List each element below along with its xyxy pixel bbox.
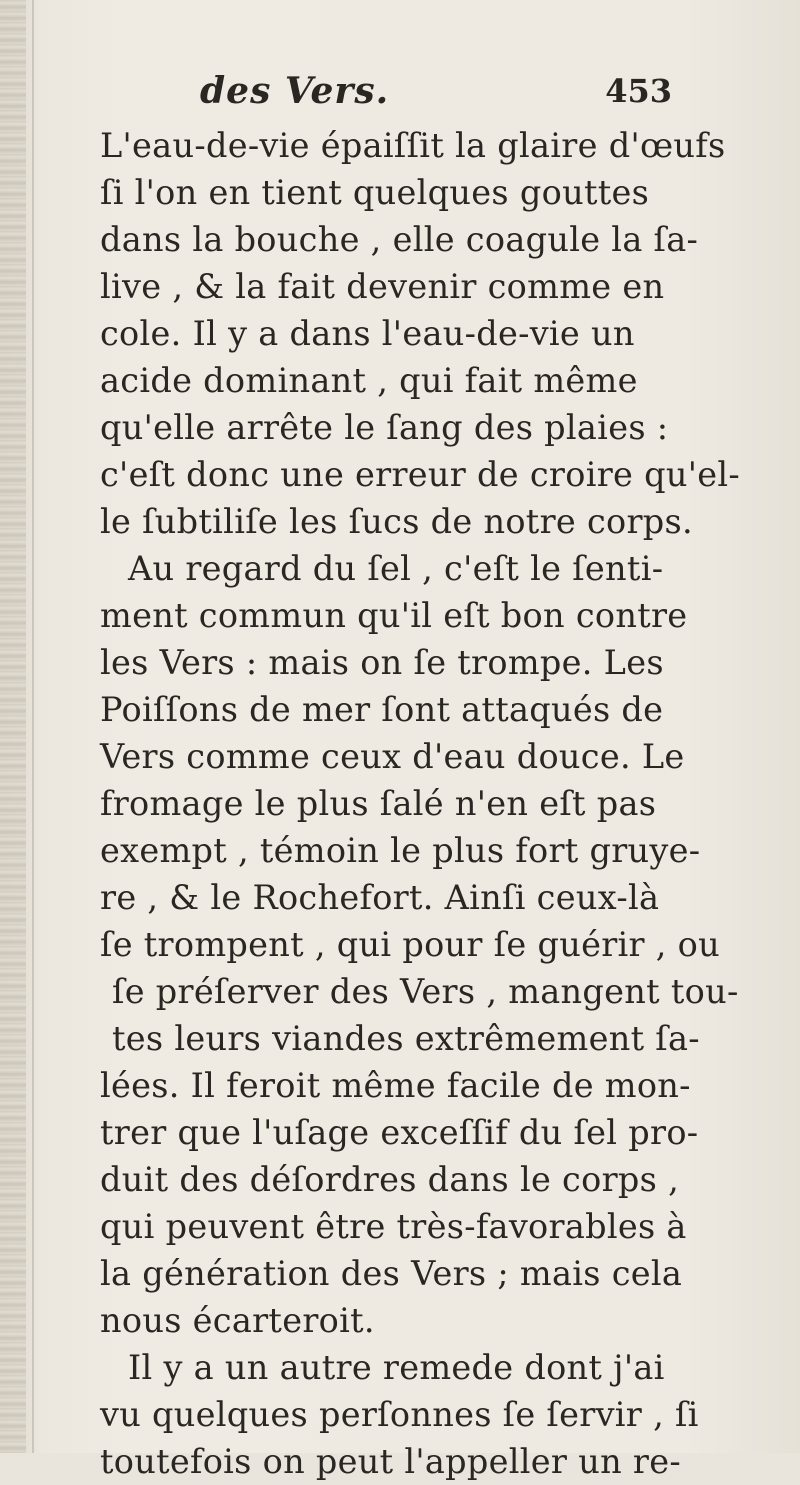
text-line: les Vers : mais on ſe trompe. Les [100, 643, 664, 682]
text-line: toutefois on peut l'appeller un re- [100, 1442, 681, 1481]
page-number: 453 [605, 72, 672, 110]
text-line: la génération des Vers ; mais cela [100, 1254, 683, 1293]
text-line: tes leurs viandes extrêmement ſa- [112, 1019, 700, 1058]
text-line: Vers comme ceux d'eau douce. Le [100, 737, 685, 776]
text-line: vu quelques perſonnes ſe ſervir , ſi [100, 1395, 699, 1434]
text-line: c'eſt donc une erreur de croire qu'el- [100, 455, 740, 494]
text-line: L'eau-de-vie épaiſſit la glaire d'œufs [100, 126, 726, 165]
text-line: le ſubtiliſe les ſucs de notre corps. [100, 502, 693, 541]
gutter-line [32, 0, 34, 1453]
text-line: duit des déſordres dans le corps , [100, 1160, 680, 1199]
text-line: cole. Il y a dans l'eau-de-vie un [100, 314, 635, 353]
text-block [100, 70, 740, 1485]
text-line: ſe préſerver des Vers , mangent tou- [112, 972, 739, 1011]
running-title: des Vers. [200, 70, 390, 112]
text-line: dans la bouche , elle coagule la ſa- [100, 220, 699, 259]
text-line: qu'elle arrête le ſang des plaies : [100, 408, 669, 447]
text-line: fromage le plus ſalé n'en eſt pas [100, 784, 657, 823]
text-line: Il y a un autre remede dont j'ai [128, 1348, 665, 1387]
text-line: ſi l'on en tient quelques gouttes [100, 173, 650, 212]
text-line: ment commun qu'il eſt bon contre [100, 596, 688, 635]
text-line: Au regard du ſel , c'eſt le ſenti- [128, 549, 664, 588]
text-line: Poiſſons de mer ſont attaqués de [100, 690, 664, 729]
text-line: lées. Il feroit même facile de mon- [100, 1066, 691, 1105]
text-line: ſe trompent , qui pour ſe guérir , ou [100, 925, 721, 964]
page-header [100, 70, 700, 122]
text-line: trer que l'uſage exceſſif du ſel pro- [100, 1113, 699, 1152]
text-line: nous écarteroit. [100, 1301, 375, 1340]
text-line: live , & la fait devenir comme en [100, 267, 665, 306]
text-line: acide dominant , qui fait même [100, 361, 638, 400]
text-line: re , & le Rochefort. Ainſi ceux-là [100, 878, 660, 917]
page-edge [0, 0, 26, 1453]
text-line: qui peuvent être très-favorables à [100, 1207, 687, 1246]
text-line: exempt , témoin le plus fort gruye- [100, 831, 701, 870]
